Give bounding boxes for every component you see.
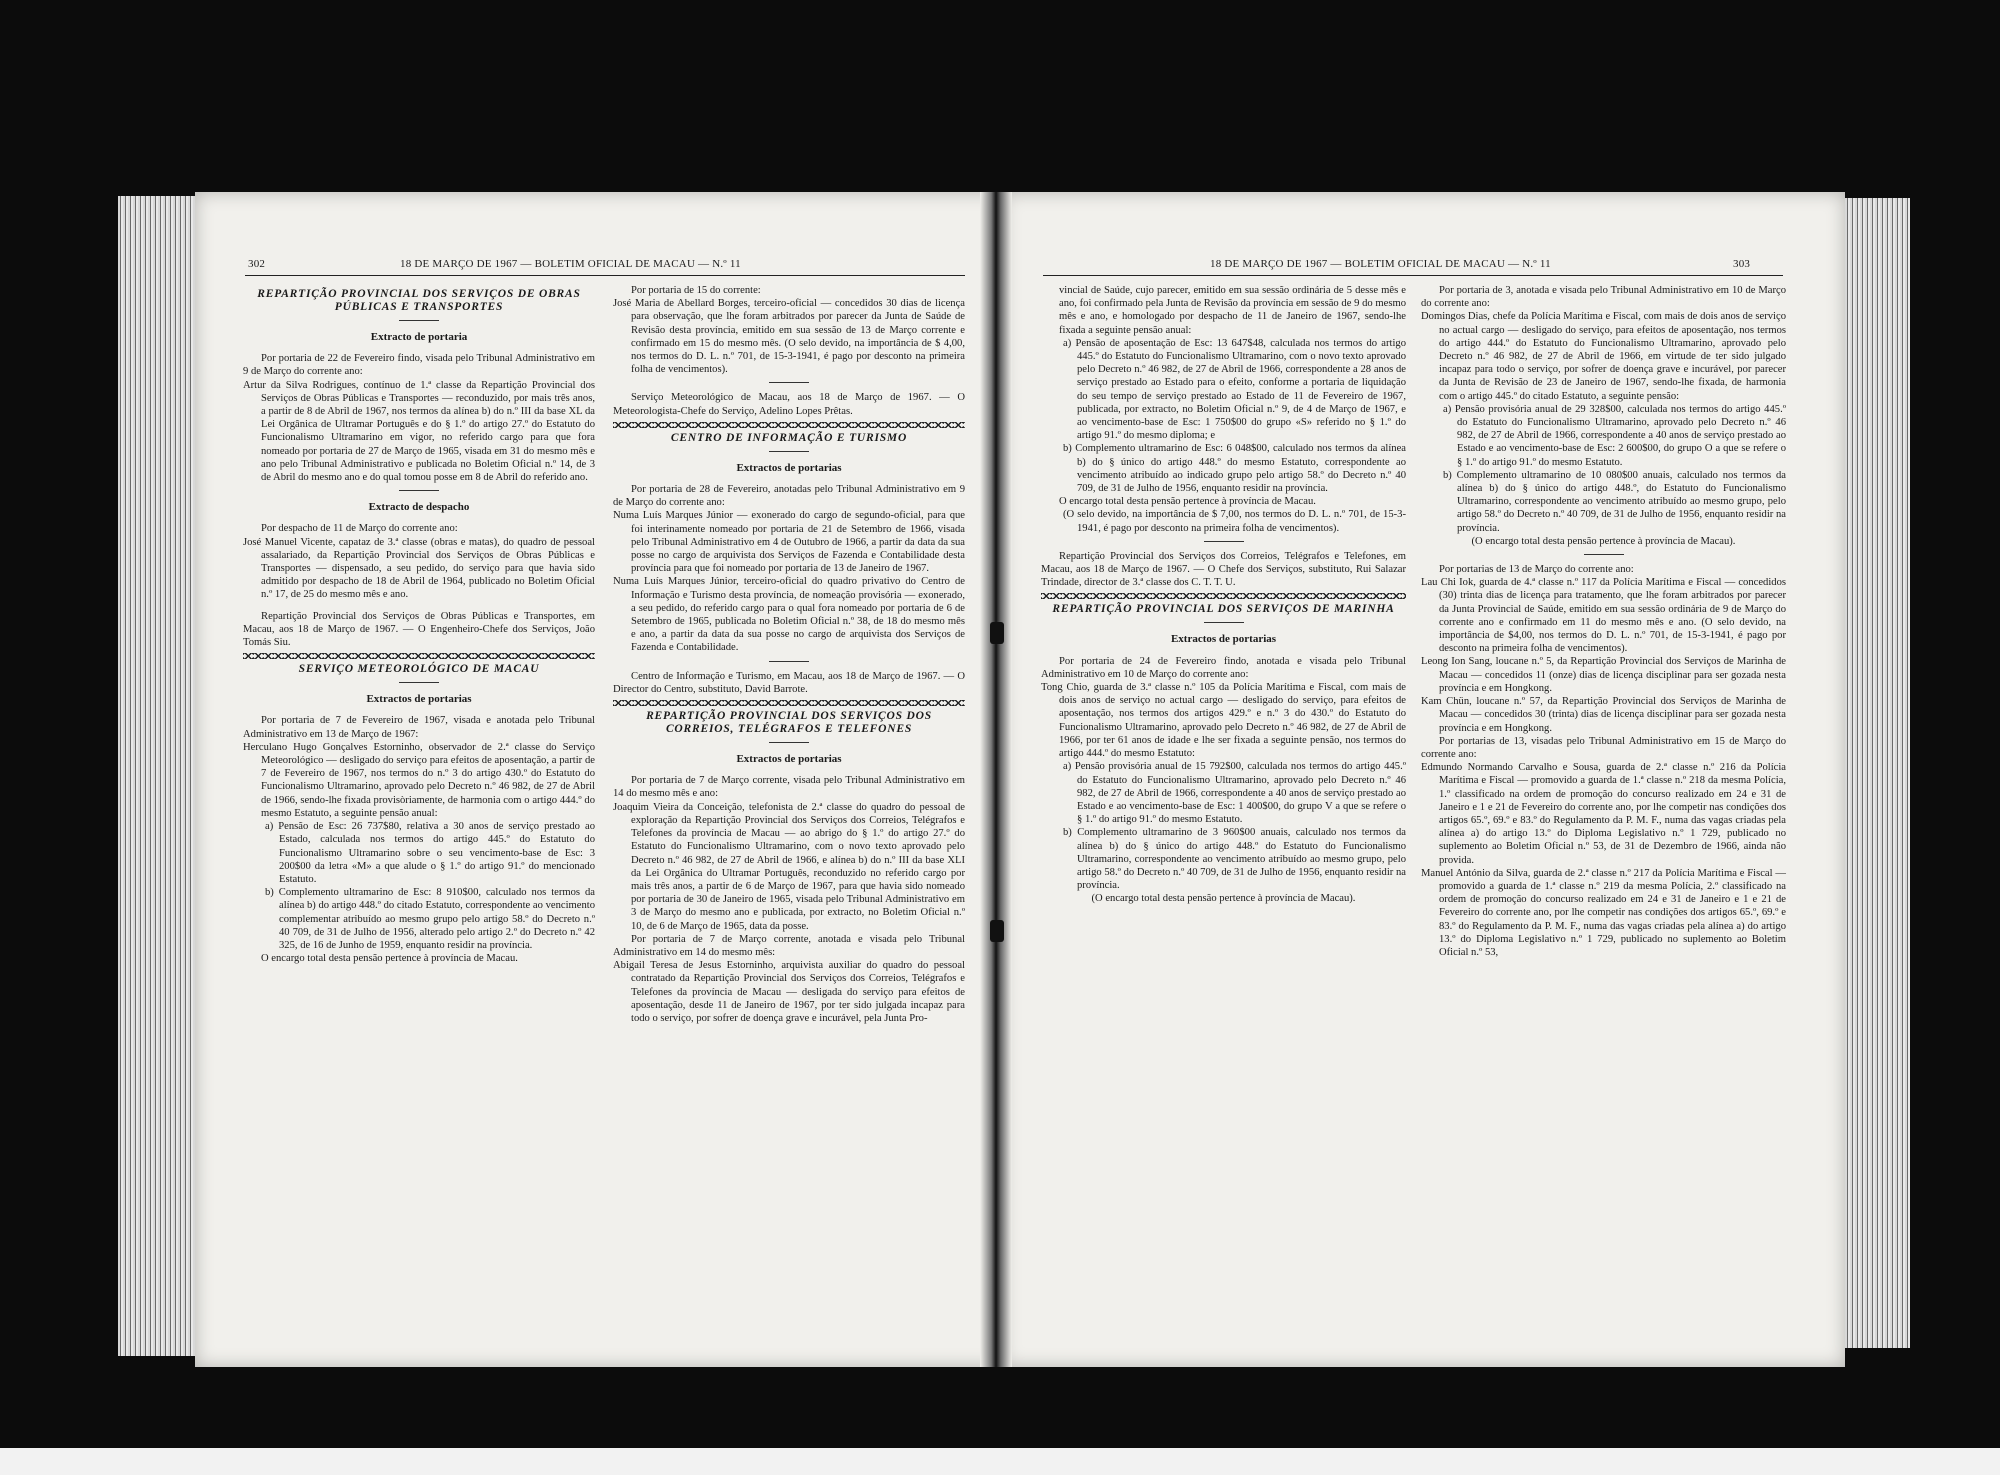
paragraph: Por portaria de 15 do corrente: (631, 285, 761, 296)
signature-paragraph: Centro de Informação e Turismo, em Macau, aos 18 de Março de 1967. — O Director do Centro, substituto, David Barrote. (613, 670, 965, 695)
head-rule (1043, 275, 1783, 276)
paragraph: Lau Chi Iok, guarda de 4.ª classe n.º 117 da Polícia Marítima e Fiscal — concedidos (30) trinta dias de licença para tratamento, que lhe foram arbitrados por parecer da Junta Provincial de Saúde, emitido em sua sessão ordinária de 9 de Março do corrente ano e confirmado em 11 do mesmo mês e ano. (O selo devido, na importância de $4,00, nos termos do D. L. n.º 701, de 15-3-1941, é pago por desconto na primeira folha de vencimentos). (1421, 577, 1786, 655)
subheading: Extractos de portarias (1170, 633, 1277, 646)
signature-paragraph: Repartição Provincial dos Serviços dos Correios, Telégrafos e Telefones, em Macau, aos 18 de Março de 1967. — O Chefe dos Serviços, substituto, Rui Salazar Trindade, director de 3.ª classe dos C. T. T. U. (1041, 550, 1406, 589)
paragraph: (O encargo total desta pensão pertence à província de Macau). (1091, 893, 1356, 905)
paragraph: José Maria de Abellard Borges, terceiro-oficial — concedidos 30 dias de licença para observação, que lhe foram arbitrados por parecer da Junta de Saúde de Revisão desta província, emitido em sua sessão de 13 de Março corrente e confirmado em 15 do mesmo mês. (O selo devido, na importância de $ 4,00, nos termos do D. L. n.º 701, de 15-3-1941, é pago por desconto na primeira folha de vencimentos). (613, 298, 965, 376)
subheading: Extractos de portarias (736, 753, 842, 766)
paragraph: Por portaria de 7 de Fevereiro de 1967, visada e anotada pelo Tribunal Administrativo em 13 de Março de 1967: (243, 715, 595, 740)
paragraph: Artur da Silva Rodrigues, contínuo de 1.ª classe da Repartição Provincial dos Serviços de Obras Públicas e Transportes — reconduzido, por mais três anos, a partir de 8 de Abril de 1967, nos termos da alínea b) do n.º III da base XL da Lei Orgânica de Ultramar Português e do § 1.º do artigo 27.º do Estatuto do Funcionalismo Ultramarino em vigor, no referido cargo para que fora nomeado por portaria de 27 de Março de 1965, visada em 31 do mesmo mês e ano pelo Tribunal Administrativo e publicada no Boletim Oficial n.º 14, de 3 de Abril do mesmo ano e do qual tomou posse em 8 de Abril do referido ano. (243, 379, 595, 484)
list-item: b) Complemento ultramarino de Esc: 8 910$00, calculado nos termos da alínea b) do artigo 448.º do citado Estatuto, correspondente ao vencimento complementar atribuído ao mesmo grupo pelo artigo 58.º do Decreto n.º 40 709, de 31 de Julho de 1956, alterado pelo artigo 2.º do Decreto n.º 42 325, de 16 de Junho de 1959, enquanto residir na província. (265, 887, 595, 951)
list-item: a) Pensão de Esc: 26 737$80, relativa a 30 anos de serviço prestado ao Estado, calculada nos termos do artigo 445.º do Estatuto do Funcionalismo Ultramarino sobre o seu vencimento-base de Esc: 3 200$00 da letra «M» a que alude o § 1.º do artigo 91.º do mencionado Estatuto. (265, 821, 595, 885)
section-title: CENTRO DE INFORMAÇÃO E TURISMO (670, 431, 908, 444)
ornamental-divider (613, 700, 965, 706)
binding-thread-mark (990, 920, 1004, 942)
section-title: SERVIÇO METEOROLÓGICO DE MACAU (298, 663, 540, 676)
paragraph: Por portarias de 13 de Março do corrente ano: (1439, 564, 1634, 576)
binding-thread-mark (990, 622, 1004, 644)
right-page (1003, 192, 1845, 1367)
paragraph: Edmundo Normando Carvalho e Sousa, guarda de 2.ª classe n.º 216 da Polícia Marítima e Fiscal — promovido a guarda de 1.ª classe n.º 218 da mesma Polícia, 1.º classificado na ordem de promoção do concurso realizado em 24 e 31 de Janeiro e 1 e 21 de Fevereiro do corrente ano, por lhe competir nas condições dos artigos 65.º, 69.º e 83.º do Regulamento da P. M. F., numa das vagas criadas pela alínea a) do artigo 13.º do Diploma Legislativo n.º 1 729, publicado no suplemento ao Boletim Oficial n.º 53, de 31 de Dezembro de 1966, ainda não provida. (1421, 762, 1786, 866)
paragraph: Por portaria de 28 de Fevereiro, anotadas pelo Tribunal Administrativo em 9 de Março do corrente ano: (613, 484, 965, 509)
subheading: Extractos de portarias (366, 693, 472, 706)
ornamental-divider (1041, 593, 1406, 599)
divider (769, 661, 809, 662)
paragraph: Leong Ion Sang, loucane n.º 5, da Repartição Provincial dos Serviços de Marinha de Macau — concedidos 11 (onze) dias de licença disciplinar para ser gozada nesta província e em Hongkong. (1421, 656, 1786, 694)
paragraph: Por portaria de 7 de Março corrente, visada pelo Tribunal Administrativo em 14 do mesmo mês e ano: (613, 775, 965, 800)
left-page (195, 192, 1003, 1367)
section-title: REPARTIÇÃO PROVINCIAL DOS SERVIÇOS DOS CORREIOS, TELÉGRAFOS E TELEFONES (646, 710, 932, 736)
running-head-title: 18 DE MARÇO DE 1967 — BOLETIM OFICIAL DE MACAU — N.º 11 (400, 258, 741, 270)
paragraph: Abigail Teresa de Jesus Estorninho, arquivista auxiliar do quadro do pessoal contratado da Repartição Provincial dos Serviços dos Correios, Telégrafos e Telefones da província de Macau — desligada do serviço para efeitos de aposentação, desde 11 de Janeiro de 1967, por ter sido julgada incapaz para todo o serviço, por sofrer de doença grave e incurável, pela Junta Pro- (613, 960, 965, 1024)
list-item: b) Complemento ultramarino de Esc: 6 048$00, calculado nos termos da alínea b) do § único do artigo 448.º do mesmo Estatuto, correspondente ao vencimento atribuído ao indicado grupo pelo artigo 58.º do Decreto n.º 40 709, de 31 de Julho de 1956, enquanto residir na província. (1063, 443, 1406, 495)
page-number: 303 (1733, 258, 1751, 270)
paragraph: Tong Chio, guarda de 3.ª classe n.º 105 da Polícia Marítima e Fiscal, com mais de dois anos de serviço no actual cargo — desligado do serviço, para efeitos de aposentação, nos termos dos artigos 429.º e n.º 3 do 430.º do Estatuto do Funcionalismo Ultramarino, aprovado pelo Decreto n.º 46 982, de 27 de Abril de 1966, por ter 61 anos de idade e lhe ser fixada a seguinte pensão, nos termos do artigo 444.º do mesmo Estatuto: (1041, 682, 1406, 760)
section-title: REPARTIÇÃO PROVINCIAL DOS SERVIÇOS DE MARINHA (1052, 603, 1395, 616)
paragraph: (O selo devido, na importância de $ 7,00, nos termos do D. L. n.º 701, de 15-3-1941, é pago por desconto na primeira folha de vencimentos). (1063, 509, 1406, 534)
column-1 (243, 284, 595, 965)
list-item: b) Complemento ultramarino de 10 080$00 anuais, calculado nos termos da alínea b) do § único do artigo 448.º, do Estatuto do Funcionalismo Ultramarino, correspondente ao vencimento atribuído ao mesmo grupo, pelo artigo 58.º do Decreto n.º 40 709, de 31 de Julho de 1956, enquanto residir na província. (1443, 469, 1786, 534)
paragraph: Por portaria de 3, anotada e visada pelo Tribunal Administrativo em 10 de Março do corrente ano: (1421, 285, 1786, 310)
paragraph: Por despacho de 11 de Março do corrente ano: (261, 523, 458, 535)
divider (399, 320, 439, 321)
signature-paragraph: Serviço Meteorológico de Macau, aos 18 de Março de 1967. — O Meteorologista-Chefe do Serviço, Adelino Lopes Prêtas. (613, 392, 965, 417)
running-head-title: 18 DE MARÇO DE 1967 — BOLETIM OFICIAL DE MACAU — N.º 11 (1210, 258, 1551, 270)
divider (399, 682, 439, 683)
paragraph: Kam Chün, loucane n.º 57, da Repartição Provincial dos Serviços de Marinha de Macau — concedidos 30 (trinta) dias de licença disciplinar para ser gozada nesta província e em Hongkong. (1421, 696, 1786, 734)
paragraph: O encargo total desta pensão pertence à província de Macau. (1059, 496, 1316, 508)
ornamental-divider (613, 422, 965, 428)
paragraph: Joaquim Vieira da Conceição, telefonista de 2.ª classe do quadro do pessoal de exploração da Repartição Provincial dos Serviços dos Correios, Telégrafos e Telefones da província de Macau — ao abrigo do § 1.º do artigo 27.º do Estatuto do Funcionalismo Ultramarino, com o novo texto aprovado pelo Decreto n.º 46 982, de 27 de Abril de 1966, e alínea b) do n.º III da base XLI da Lei Orgânica do Ultramar Português, reconduzido no referido cargo por mais três anos, a partir de 6 de Março de 1967, para que havia sido nomeado por portaria de 30 de Janeiro de 1965, visada pelo Tribunal Administrativo em 3 de Março do mesmo ano e publicada, por extracto, no Boletim Oficial n.º 10, de 6 de Março de 1965, data da posse. (613, 801, 965, 932)
list-item: a) Pensão provisória anual de 29 328$00, calculada nos termos do artigo 445.º do Estatuto do Funcionalismo Ultramarino, aprovado pelo Decreto n.º 46 982, de 27 de Abril de 1966, correspondente a 40 anos de serviço prestado ao Estado e ao vencimento-base de Esc: 2 600$00, do grupo O a que se refere o § 1.º do artigo 91.º do mesmo Estatuto. (1443, 403, 1786, 468)
paragraph: Numa Luís Marques Júnior — exonerado do cargo de segundo-oficial, para que foi interinamente nomeado por portaria de 21 de Setembro de 1966, visada pelo Tribunal Administrativo em 4 de Outubro de 1966, a partir da data da sua posse no cargo de arquivista dos Serviços de Fazenda e Contabilidade desta província para que foi nomeado por portaria de 13 de Janeiro de 1967. (613, 510, 965, 575)
paragraph: José Manuel Vicente, capataz de 3.ª classe (obras e matas), do quadro de pessoal assalariado, da Repartição Provincial dos Serviços de Obras Públicas e Transportes — dispensado, a seu pedido, do serviço para que havia sido admitido por despacho de 18 de Abril de 1964, publicado no Boletim Oficial n.º 17, de 25 do mesmo mês e ano. (243, 536, 595, 601)
paragraph: Numa Luís Marques Júnior, terceiro-oficial do quadro privativo do Centro de Informação e Turismo desta província, de nomeação provisória — exonerado, a seu pedido, do referido cargo para o qual fora nomeado por portaria de 6 de Setembro de 1965, publicada no Boletim Oficial n.º 38, de 18 do mesmo mês e ano, a partir da data da sua posse no cargo de arquivista dos Serviços de Fazenda e Contabilidade. (613, 576, 965, 654)
subheading: Extracto de despacho (368, 501, 470, 514)
paragraph: (O encargo total desta pensão pertence à província de Macau). (1471, 535, 1736, 547)
column-2 (1421, 284, 1786, 959)
divider (769, 382, 809, 383)
right-page-edges (1845, 198, 1910, 1348)
paragraph: Herculano Hugo Gonçalves Estorninho, observador de 2.ª classe do Serviço Meteorológico — desligado do serviço para efeitos de aposentação, a partir de 7 de Fevereiro de 1967, nos termos do n.º 3 do artigo 430.º do Estatuto do Funcionalismo Ultramarino, aprovado pelo Decreto n.º 46 982, de 27 de Abril de 1966, sendo-lhe fixada provisòriamente, de harmonia com o artigo 444.º do mesmo Estatuto, a seguinte pensão anual: (243, 741, 595, 819)
subheading: Extracto de portaria (370, 331, 468, 343)
paragraph: Manuel António da Silva, guarda de 2.ª classe n.º 217 da Polícia Marítima e Fiscal — promovido a guarda de 1.ª classe n.º 219 da mesma Polícia, 2.º classificado na ordem de promoção do concurso realizado em 24 e 31 de Janeiro e 1 e 21 de Fevereiro do corrente ano, por lhe competir nas condições dos artigos 65.º, 69.º e 83.º do Regulamento da P. M. F., numa das vagas criadas pela alínea a) do artigo 13.º do Diploma Legislativo n.º 1 729, publicado no suplemento ao Boletim Oficial n.º 53, (1421, 867, 1786, 958)
divider (1204, 541, 1244, 542)
divider (1204, 622, 1244, 623)
ornamental-divider (243, 653, 595, 659)
head-rule (245, 275, 965, 276)
list-item: b) Complemento ultramarino de 3 960$00 anuais, calculado nos termos da alínea b) do § único do artigo 448.º do Estatuto do Funcionalismo Ultramarino, correspondente ao vencimento atribuído ao mesmo grupo, pelo artigo 58.º do Decreto n.º 40 709, de 31 de Julho de 1956, enquanto residir na província. (1063, 827, 1406, 892)
divider (769, 742, 809, 743)
book-gutter (980, 192, 1012, 1367)
paragraph: vincial de Saúde, cujo parecer, emitido em sua sessão ordinária de 5 desse mês e ano, foi confirmado pela Junta de Revisão da província em sessão de 9 do mesmo mês e ano, e homologado por despacho de 11 de Janeiro de 1967, sendo-lhe fixada a seguinte pensão anual: (1059, 285, 1406, 336)
paragraph: Por portaria de 24 de Fevereiro findo, anotada e visada pelo Tribunal Administrativo em 10 de Março do corrente ano: (1041, 655, 1406, 680)
paragraph: Por portaria de 7 de Março corrente, anotada e visada pelo Tribunal Administrativo em 14 do mesmo mês: (613, 933, 965, 958)
page-number: 302 (248, 258, 266, 270)
signature-paragraph: Repartição Provincial dos Serviços de Obras Públicas e Transportes, em Macau, aos 18 de Março de 1967. — O Engenheiro-Chefe dos Serviços, João Tomás Siu. (243, 610, 595, 649)
column-2 (613, 284, 965, 1025)
left-page-edges (118, 196, 196, 1356)
paragraph: Por portarias de 13, visadas pelo Tribunal Administrativo em 15 de Março do corrente ano: (1421, 735, 1786, 760)
paragraph: Por portaria de 22 de Fevereiro findo, visada pelo Tribunal Administrativo em 9 de Março do corrente ano: (243, 353, 595, 378)
divider (1584, 554, 1624, 555)
paragraph: Domingos Dias, chefe da Polícia Marítima e Fiscal, com mais de dois anos de serviço no actual cargo — desligado do serviço, para efeitos de aposentação, nos termos do artigo 444.º do Estatuto do Funcionalismo Ultramarino, aprovado pelo Decreto n.º 46 982, de 27 de Abril de 1966, em virtude de ter sido julgado incapaz para todo o serviço, por sofrer de doença grave e incurável, por parecer da Junta de Revisão de 23 de Janeiro de 1967, sendo-lhe fixada, de harmonia com o artigo 445.º do citado Estatuto, a seguinte pensão: (1421, 311, 1786, 402)
section-title: REPARTIÇÃO PROVINCIAL DOS SERVIÇOS DE OBRAS PÚBLICAS E TRANSPORTES (257, 288, 581, 313)
divider (769, 451, 809, 452)
list-item: a) Pensão provisória anual de 15 792$00, calculada nos termos do artigo 445.º do Estatuto do Funcionalismo Ultramarino, aprovado pelo Decreto n.º 46 982, de 27 de Abril de 1966, correspondente a 40 anos de serviço prestado ao Estado e ao vencimento-base de Esc: 1 400$00, do grupo V a que se refere o § 1.º do artigo 91.º do mesmo Estatuto. (1063, 761, 1406, 826)
subheading: Extractos de portarias (736, 461, 842, 474)
scan-bottom-strip (0, 1448, 2000, 1475)
divider (399, 490, 439, 491)
list-item: a) Pensão de aposentação de Esc: 13 647$48, calculada nos termos do artigo 445.º do Estatuto do Funcionalismo Ultramarino, com o novo texto aprovado pelo Decreto n.º 46 982, de 27 de Abril de 1966, correspondente a 28 anos de serviço prestado ao Estado para o efeito, conforme a portaria de liquidação do seu tempo de serviço prestado ao Estado de 11 de Fevereiro de 1967, publicada, por extracto, no Boletim Oficial n.º 9, de 4 de Março de 1967, e ao vencimento-base de Esc: 1 750$00 do grupo «S» referido no § 1.º do artigo 91.º do mesmo diploma; e (1063, 337, 1406, 442)
paragraph: O encargo total desta pensão pertence à província de Macau. (261, 953, 518, 965)
column-1 (1041, 284, 1406, 906)
